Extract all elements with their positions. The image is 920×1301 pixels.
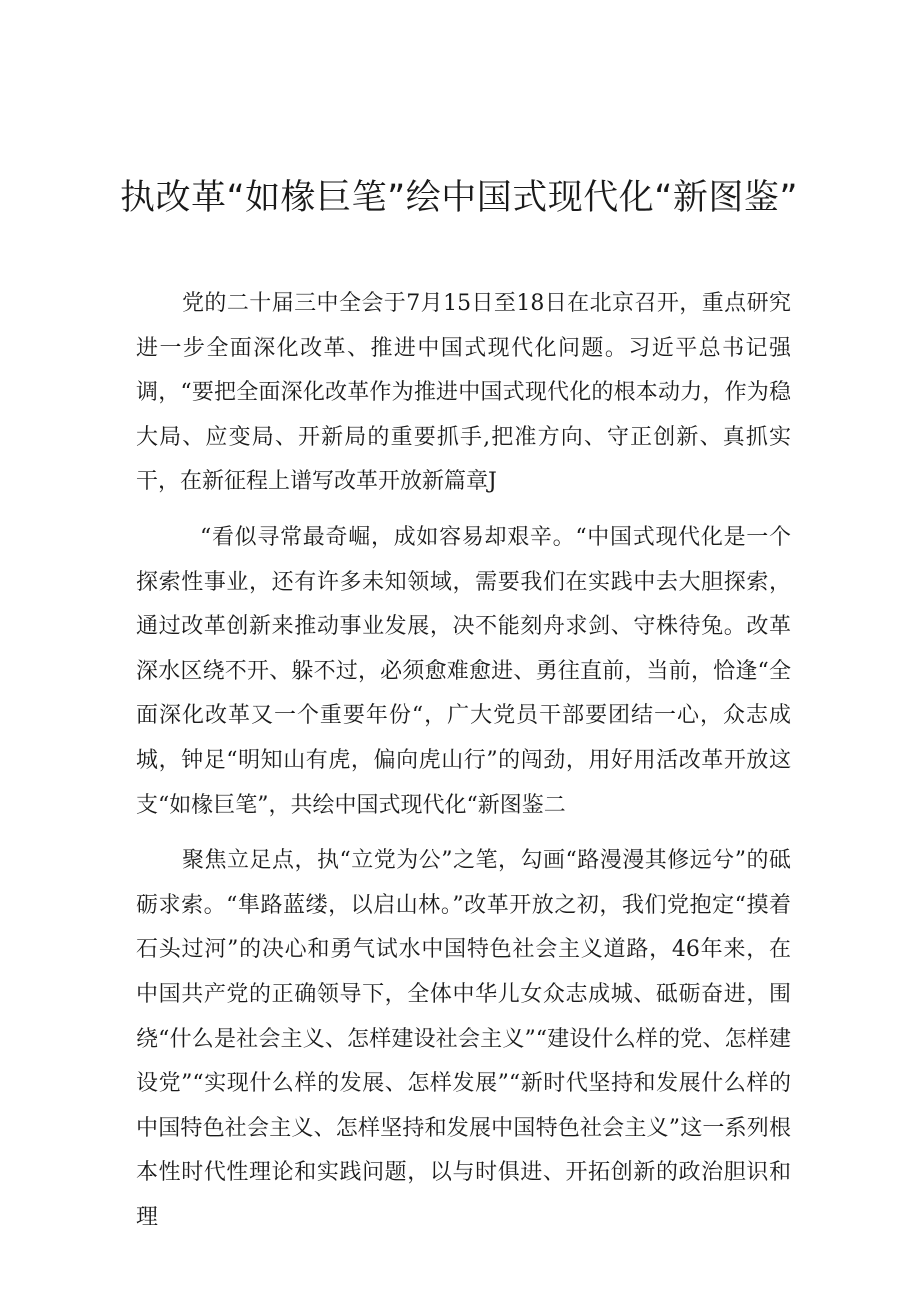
document-title: 执改革“如椽巨笔”绘中国式现代化“新图鉴” bbox=[120, 178, 799, 218]
paragraph-2: “看似寻常最奇崛，成如容易却艰辛。“中国式现代化是一个探索性事业，还有许多未知领域，需要我们在实践中去大胆探索，通过改革创新来推动事业发展，决不能刻舟求剑、守株待兔。改革深水区绕不开、躲不过，必须愈难愈进、勇往直前，当前，恰逢“全面深化改革又一个重要年份“，广大党员干部要团结一心，众志成城，钟足“明知山有虎，偏向虎山行”的闯劲，用好用活改革开放这支“如椽巨笔”，共绘中国式现代化“新图鉴二 bbox=[136, 524, 791, 818]
document-body bbox=[136, 282, 791, 1251]
paragraph-3: 聚焦立足点，执“立党为公”之笔，勾画“路漫漫其修远兮”的砥砺求索。“隼路蓝缕，以启山林。”改革开放之初，我们党抱定“摸着石头过河”的决心和勇气试水中国特色社会主义道路，46年来，在中国共产党的正确领导下，全体中华儿女众志成城、砥砺奋进，围绕“什么是社会主义、怎样建设社会主义”“建设什么样的党、怎样建设党”“实现什么样的发展、怎样发展”“新时代坚持和发展什么样的中国特色社会主义、怎样坚持和发展中国特色社会主义”这一系列根本性时代性理论和实践问题，以与时俱进、开拓创新的政治胆识和理 bbox=[136, 848, 791, 1230]
paragraph-1: 党的二十届三中全会于7月15日至18日在北京召开，重点研究进一步全面深化改革、推进中国式现代化问题。习近平总书记强调，“要把全面深化改革作为推进中国式现代化的根本动力，作为稳大局、应变局、开新局的重要抓手,把准方向、守正创新、真抓实干，在新征程上谱写改革开放新篇章J bbox=[136, 291, 791, 495]
